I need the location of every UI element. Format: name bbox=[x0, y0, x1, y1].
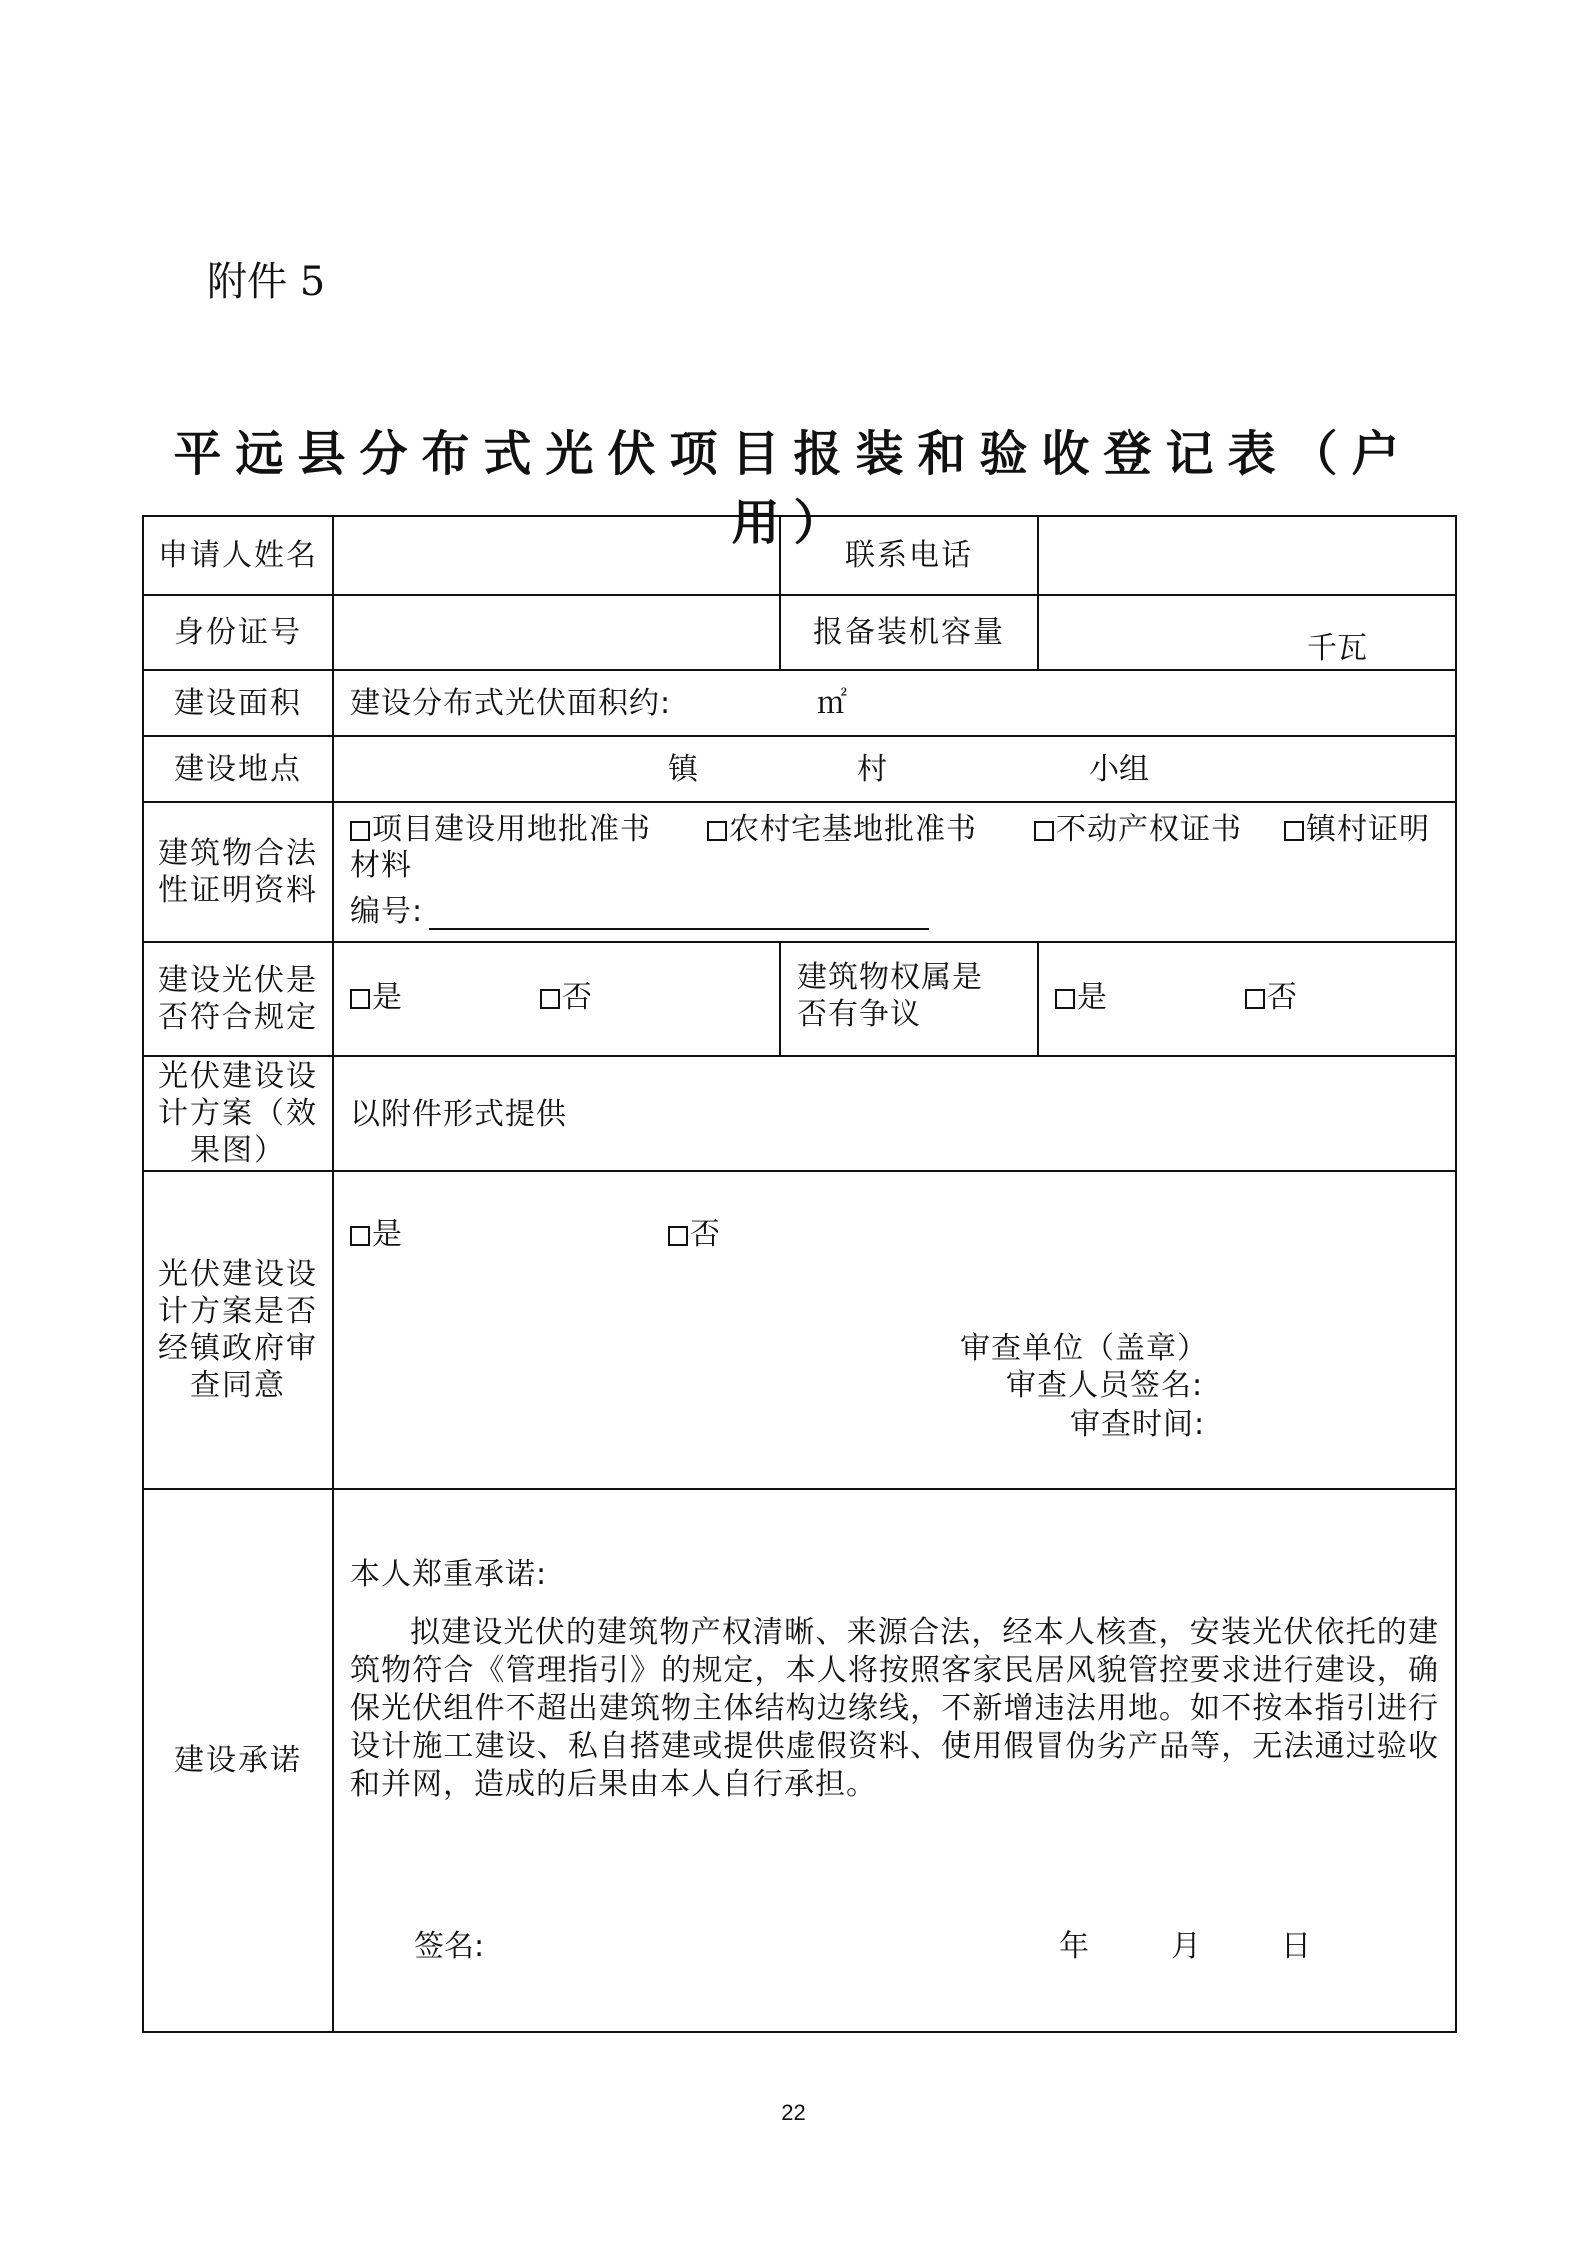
attachment-label: 附件 5 bbox=[207, 259, 326, 305]
checkbox-icon bbox=[1034, 821, 1054, 841]
label-commitment: 建设承诺 bbox=[144, 1490, 334, 2031]
approval-field bbox=[334, 1172, 1455, 1490]
commitment-intro: 本人郑重承诺: bbox=[350, 1557, 548, 1592]
label-phone: 联系电话 bbox=[781, 517, 1039, 596]
review-unit: 审查单位（盖章） bbox=[960, 1331, 1208, 1366]
location-field[interactable] bbox=[334, 737, 1455, 803]
registration-form bbox=[142, 515, 1457, 2033]
dispute-field bbox=[1039, 943, 1455, 1057]
label-dispute: 建筑物权属是否有争议 bbox=[781, 943, 1039, 1057]
signature-label[interactable]: 签名: bbox=[414, 1929, 485, 1964]
date-year: 年 bbox=[1059, 1929, 1089, 1964]
commitment-body: 拟建设光伏的建筑物产权清晰、来源合法，经本人核查，安装光伏依托的建筑物符合《管理指引》的规定，本人将按照客家民居风貌管控要求进行建设，确保光伏组件不超出建筑物主体结构边缘线，不新增违法用地。如不按本指引进行设计施工建设、私自搭建或提供虚假资料、使用假冒伪劣产品等，无法通过验收和并网，造成的后果由本人自行承担。 bbox=[350, 1615, 1439, 1802]
checkbox-icon bbox=[350, 1226, 370, 1246]
label-legality-docs: 建筑物合法性证明资料 bbox=[144, 803, 334, 943]
page-number: 22 bbox=[781, 2100, 806, 2125]
checkbox-icon bbox=[668, 1226, 688, 1246]
doc-option-property[interactable]: 不动产权证书 bbox=[1034, 811, 1242, 848]
compliance-field bbox=[334, 943, 781, 1057]
doc-option-land[interactable]: 项目建设用地批准书 bbox=[350, 811, 651, 848]
form-title: 平远县分布式光伏项目报装和验收登记表（户用） bbox=[173, 426, 1414, 551]
date-day: 日 bbox=[1281, 1929, 1311, 1964]
label-area: 建设面积 bbox=[144, 671, 334, 737]
document-number[interactable]: 编号: bbox=[350, 893, 929, 930]
area-text: 建设分布式光伏面积约: bbox=[350, 686, 672, 721]
label-applicant-name: 申请人姓名 bbox=[144, 517, 334, 596]
dispute-yes[interactable]: 是 bbox=[1055, 979, 1108, 1016]
checkbox-icon bbox=[540, 989, 560, 1009]
location-town: 镇 bbox=[668, 752, 698, 787]
doc-option-village-proof[interactable]: 镇村证明 bbox=[1284, 811, 1430, 848]
checkbox-icon bbox=[1284, 821, 1304, 841]
label-location: 建设地点 bbox=[144, 737, 334, 803]
checkbox-icon bbox=[707, 821, 727, 841]
date-month: 月 bbox=[1171, 1929, 1201, 1964]
number-underline bbox=[429, 898, 929, 930]
label-compliance: 建设光伏是否符合规定 bbox=[144, 943, 334, 1057]
location-group: 小组 bbox=[1089, 752, 1149, 787]
compliance-no[interactable]: 否 bbox=[540, 979, 593, 1016]
checkbox-icon bbox=[350, 821, 370, 841]
checkbox-icon bbox=[350, 989, 370, 1009]
label-design-plan: 光伏建设设计方案（效果图） bbox=[144, 1057, 334, 1172]
applicant-name-field[interactable] bbox=[334, 517, 781, 596]
approval-no[interactable]: 否 bbox=[668, 1216, 721, 1253]
capacity-field[interactable] bbox=[1039, 596, 1455, 671]
review-time[interactable]: 审查时间: bbox=[1070, 1407, 1206, 1442]
commitment-field bbox=[334, 1490, 1455, 2031]
area-unit: ㎡ bbox=[817, 686, 847, 721]
phone-field[interactable] bbox=[1039, 517, 1455, 596]
location-village: 村 bbox=[857, 752, 887, 787]
label-approval: 光伏建设设计方案是否经镇政府审查同意 bbox=[144, 1172, 334, 1490]
legality-docs-field bbox=[334, 803, 1455, 943]
checkbox-icon bbox=[1245, 989, 1265, 1009]
label-capacity: 报备装机容量 bbox=[781, 596, 1039, 671]
label-id-number: 身份证号 bbox=[144, 596, 334, 671]
checkbox-icon bbox=[1055, 989, 1075, 1009]
area-field[interactable] bbox=[334, 671, 1455, 737]
id-number-field[interactable] bbox=[334, 596, 781, 671]
doc-option-homestead[interactable]: 农村宅基地批准书 bbox=[707, 811, 977, 848]
reviewer-signature[interactable]: 审查人员签名: bbox=[1006, 1368, 1204, 1403]
design-plan-text: 以附件形式提供 bbox=[350, 1097, 567, 1132]
doc-option-village-proof-cont: 材料 bbox=[350, 848, 412, 883]
dispute-no[interactable]: 否 bbox=[1245, 979, 1298, 1016]
approval-yes[interactable]: 是 bbox=[350, 1216, 403, 1253]
compliance-yes[interactable]: 是 bbox=[350, 979, 403, 1016]
design-plan-field bbox=[334, 1057, 1455, 1172]
capacity-unit: 千瓦 bbox=[1307, 631, 1367, 666]
